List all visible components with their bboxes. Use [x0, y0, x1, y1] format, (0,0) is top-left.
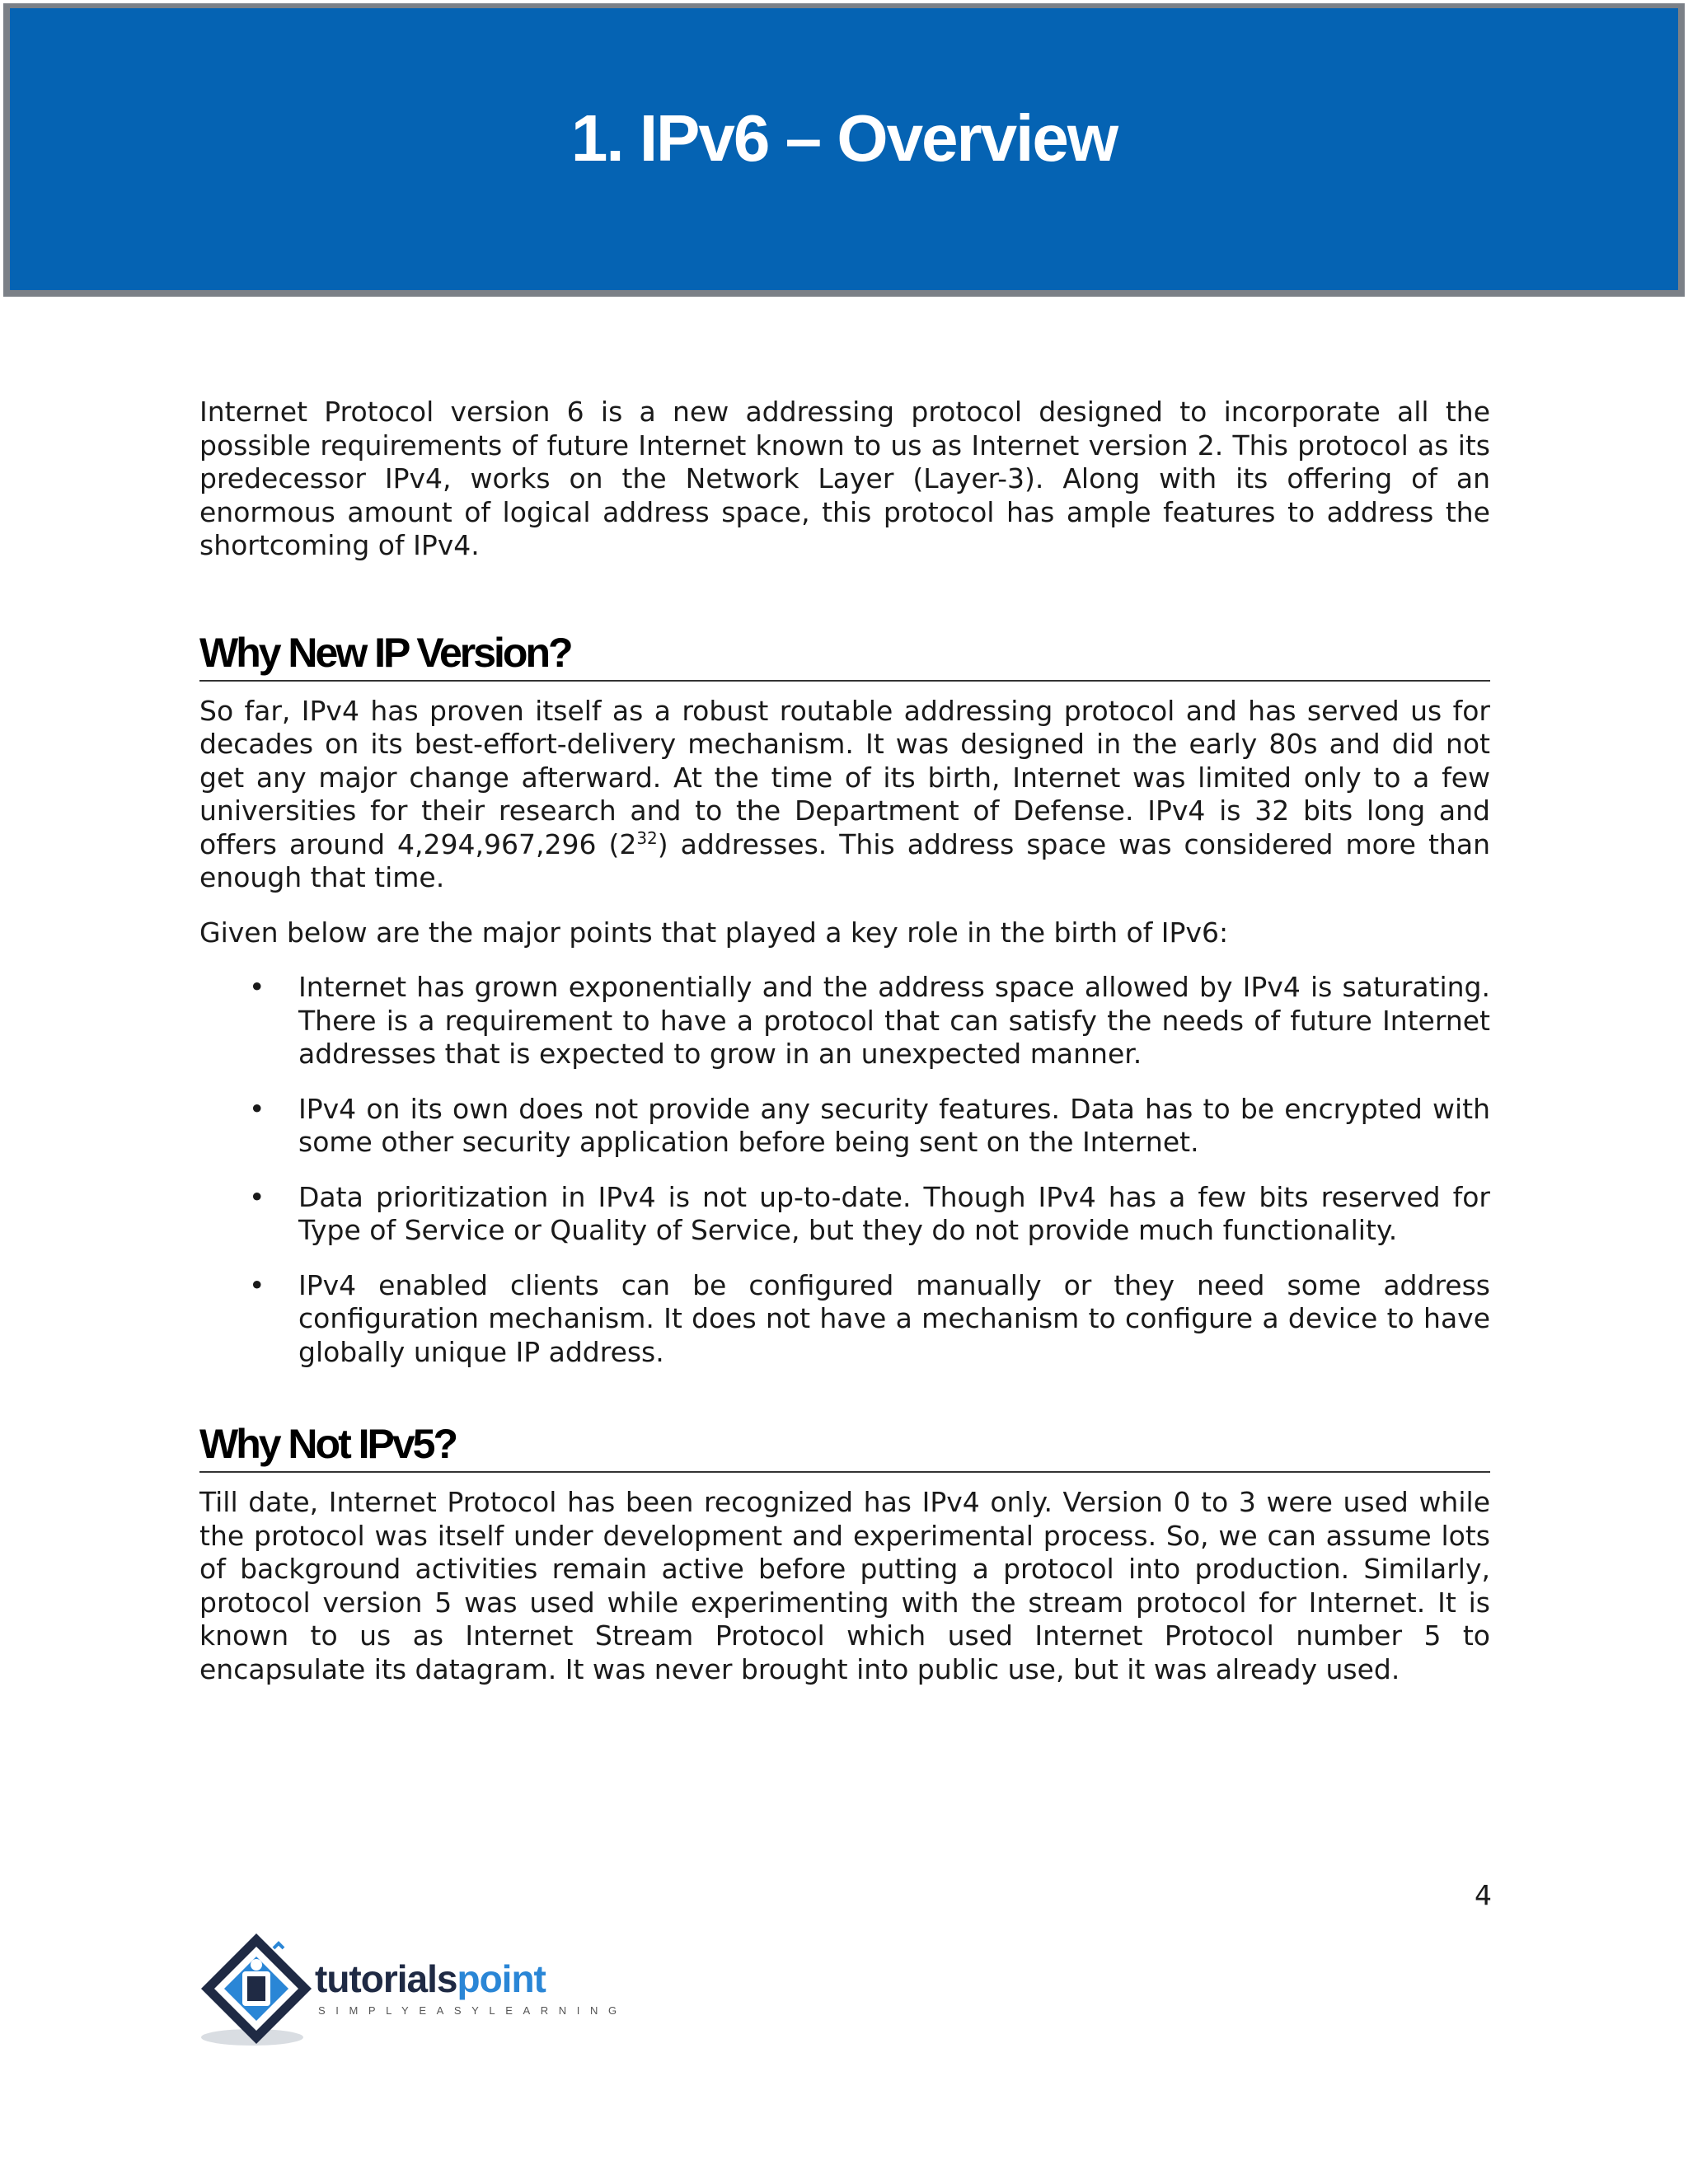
list-item-text: IPv4 enabled clients can be configured manually or they need some address configuration mechanism. It does not have a mechanism to configure a device to have globally unique IP address.	[298, 1268, 1490, 1368]
list-item-text: IPv4 on its own does not provide any security features. Data has to be encrypted with some other security application before being sent on the Internet.	[298, 1092, 1490, 1158]
bullet-icon: •	[249, 1092, 265, 1125]
list-item	[199, 1093, 1490, 1160]
section1-paragraph-1-text-a: So far, IPv4 has proven itself as a robust routable addressing protocol and has served us for decades on its best-effort-delivery mechanism. It was designed in the early 80s and did not get any major change afterward. At the time of its birth, Internet was limited only to a few universities for their research and to the Department of Defense. IPv4 is 32 bits long and offers around 4,294,967,296 (2	[199, 694, 1490, 860]
page-content	[199, 396, 1490, 1686]
section2-paragraph: Till date, Internet Protocol has been recognized has IPv4 only. Version 0 to 3 were used while the protocol was itself under development and experimental process. So, we can assume lots of background activities remain active before putting a protocol into production. Similarly, protocol version 5 was used while experimenting with the stream protocol for Internet. It is known to us as Internet Stream Protocol which used Internet Protocol number 5 to encapsulate its datagram. It was never brought into public use, but it was already used.	[199, 1486, 1490, 1685]
list-item-text: Internet has grown exponentially and the address space allowed by IPv4 is saturating. There is a requirement to have a protocol that can satisfy the needs of future Internet addresses that is expected to grow in an unexpected manner.	[298, 971, 1490, 1070]
list-item-text: Data prioritization in IPv4 is not up-to-date. Though IPv4 has a few bits reserved for Type of Service or Quality of Service, but they do not provide much functionality.	[298, 1180, 1490, 1246]
bullet-icon: •	[249, 1268, 265, 1301]
intro-paragraph: Internet Protocol version 6 is a new addressing protocol designed to incorporate all the possible requirements of future Internet known to us as Internet version 2. This protocol as its predecessor IPv4, works on the Network Layer (Layer-3). Along with its offering of an enormous amount of logical address space, this protocol has ample features to address the shortcoming of IPv4.	[199, 396, 1490, 561]
section1-paragraph-1-text-b: ) addresses. This address space was considered more than enough that time.	[199, 827, 1490, 893]
list-item	[199, 1269, 1490, 1370]
page-number: 4	[1475, 1879, 1492, 1911]
chapter-banner	[3, 3, 1685, 297]
section1-paragraph-2: Given below are the major points that played a key role in the birth of IPv6:	[199, 916, 1229, 949]
bullet-icon: •	[249, 1180, 265, 1213]
bullet-icon: •	[249, 971, 265, 1003]
key-points-list	[199, 971, 1490, 1369]
section1-paragraph-1	[199, 695, 1490, 895]
chapter-title: 1. IPv6 – Overview	[570, 101, 1118, 175]
logo-emblem-icon	[195, 1929, 318, 2052]
section-heading-why-not-ipv5: Why Not IPv5?	[199, 1420, 1490, 1473]
list-item	[199, 971, 1490, 1071]
exponent-32: 32	[636, 827, 658, 848]
logo-wordmark-part-1: tutorials	[315, 1957, 457, 2000]
logo-tagline: SIMPLYEASYLEARNING	[318, 2004, 627, 2017]
list-item	[199, 1181, 1490, 1248]
tutorialspoint-logo	[195, 1929, 627, 2052]
logo-wordmark	[315, 1958, 546, 1999]
section-heading-why-new-ip: Why New IP Version?	[199, 629, 1490, 682]
logo-wordmark-part-2: point	[457, 1957, 546, 2000]
